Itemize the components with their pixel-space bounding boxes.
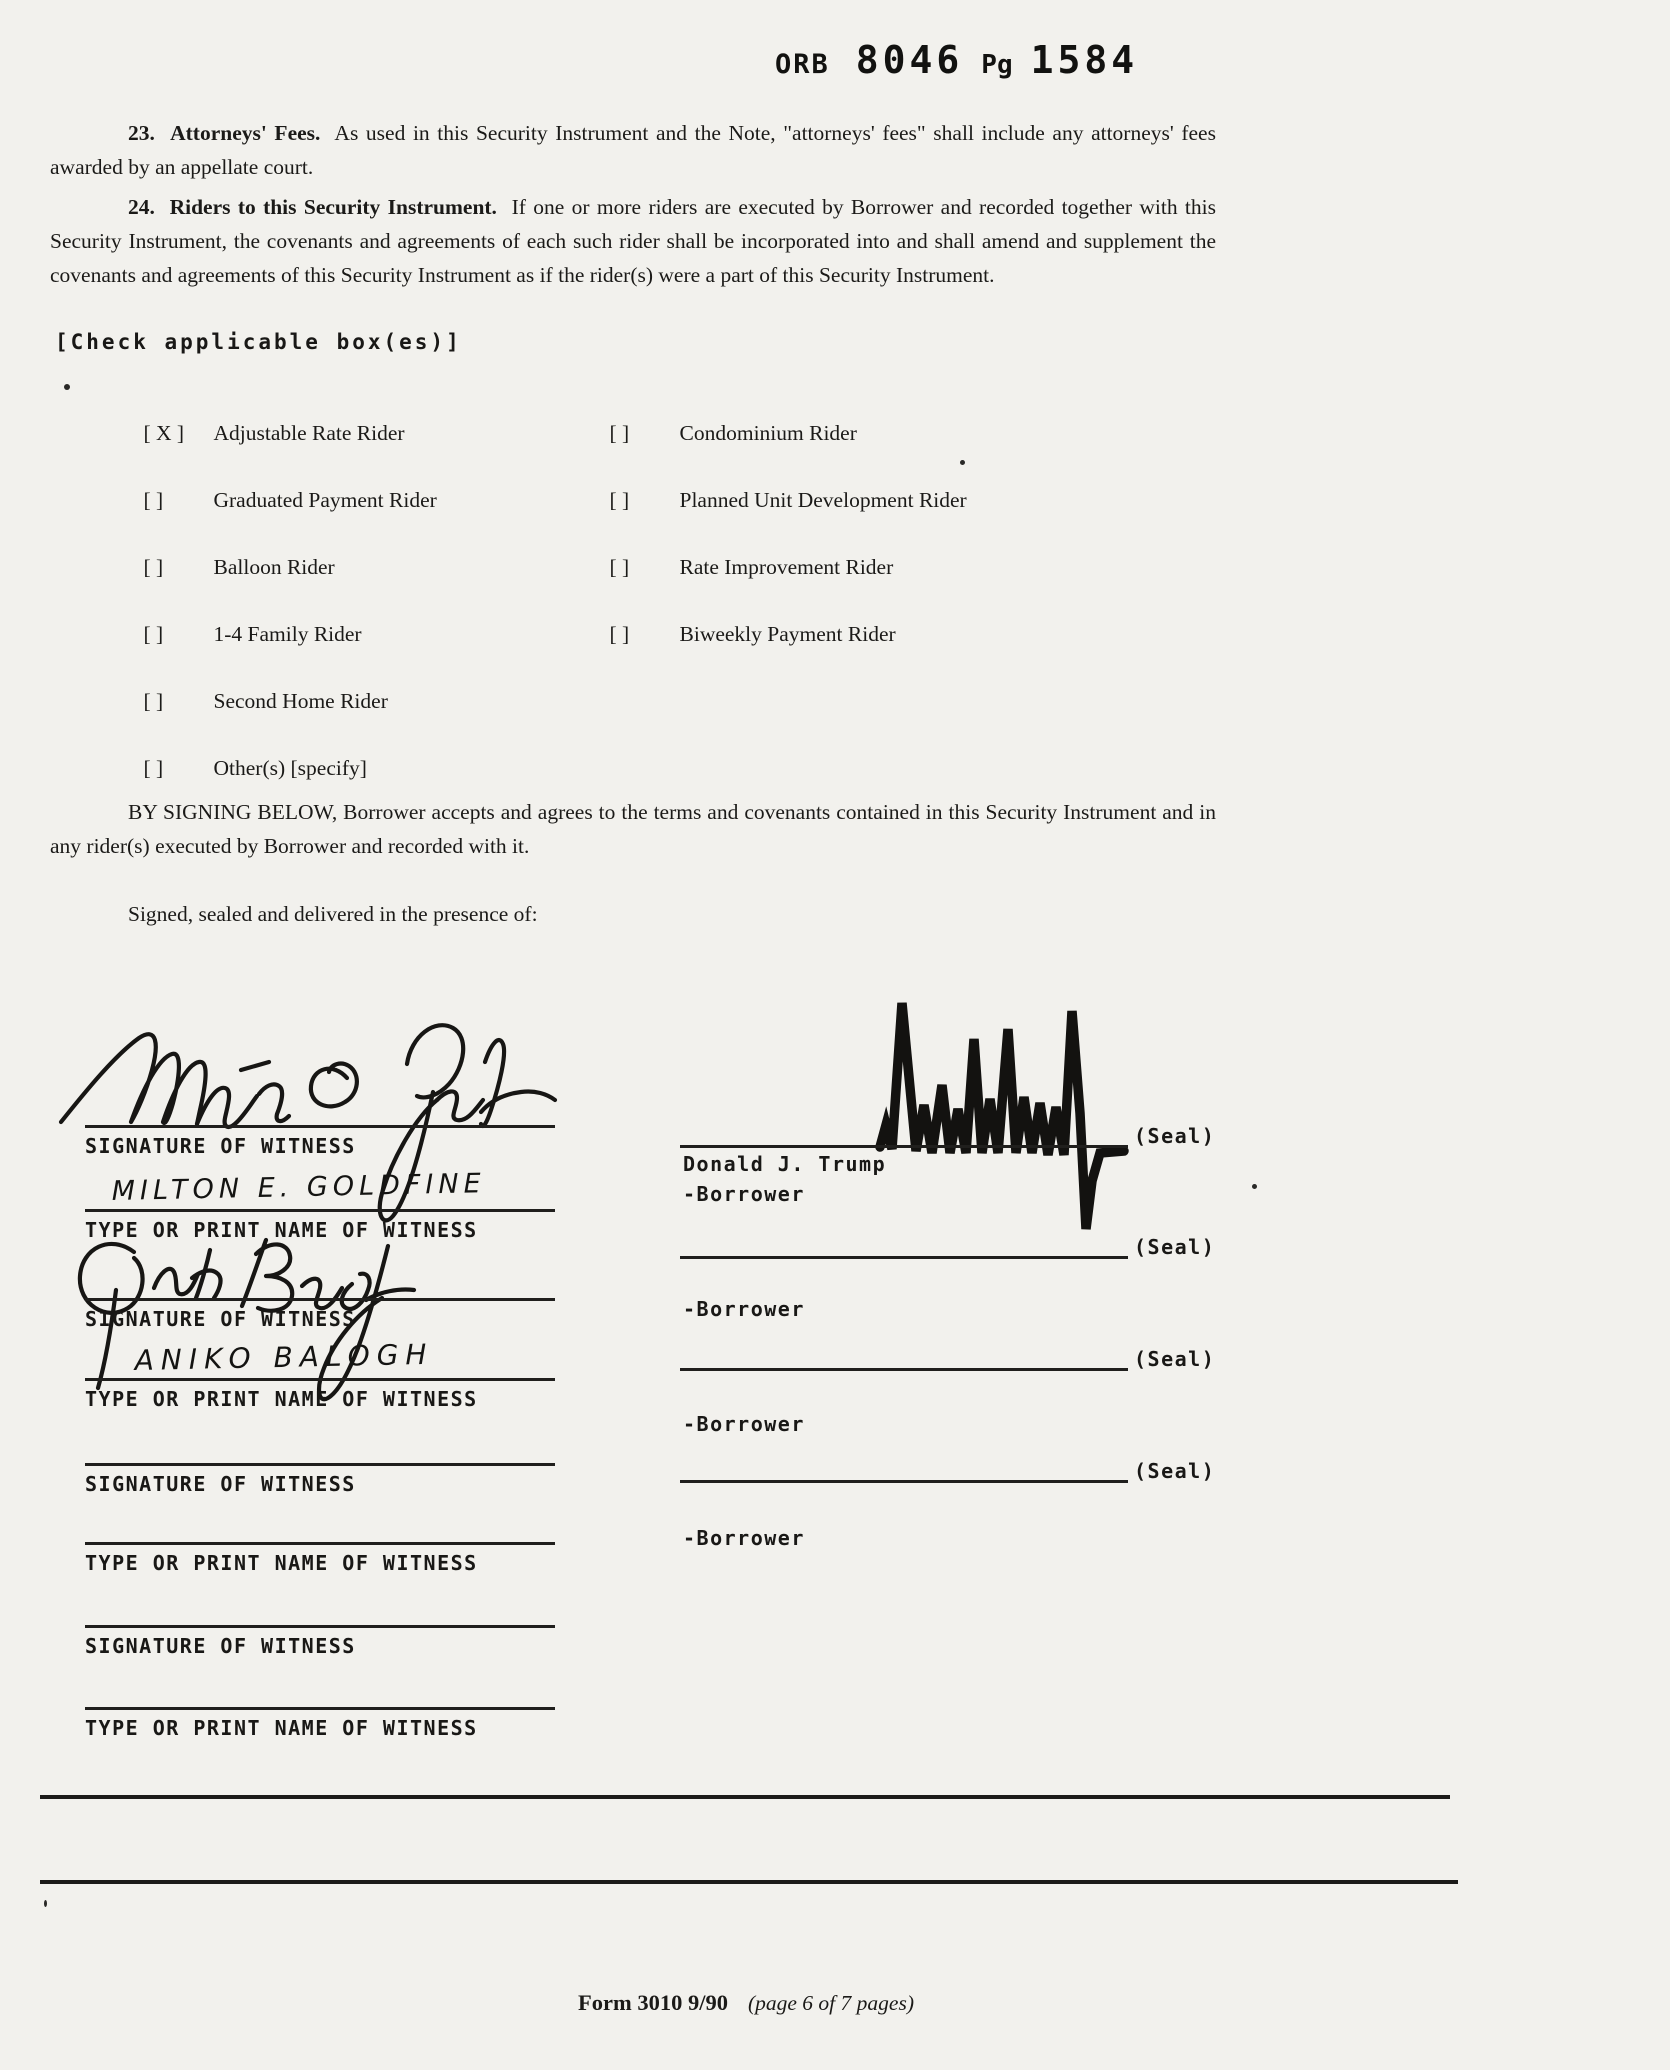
rider-label-balloon: Balloon Rider	[213, 555, 335, 579]
witness2-signature-line[interactable]	[85, 1298, 555, 1301]
witness3-printed-name-line[interactable]	[85, 1542, 555, 1545]
rider-label-graduated-payment: Graduated Payment Rider	[213, 488, 437, 512]
paragraph-23-body: As used in this Security Instrument and the Note, "attorneys' fees" shall include any attorneys' fees awarded by an appellate court.	[50, 121, 1216, 179]
witness1-printed-name: MILTON E. GOLDFINE	[111, 1168, 486, 1207]
checkbox-condominium-rider[interactable]: [ ]	[609, 421, 630, 445]
paragraph-23-number: 23.	[128, 121, 155, 145]
witness3-signature-label: SIGNATURE OF WITNESS	[85, 1472, 356, 1496]
paragraph-23-title: Attorneys' Fees.	[170, 121, 321, 145]
rider-row-rate-improvement	[588, 530, 893, 605]
signed-sealed-delivered-line: Signed, sealed and delivered in the presence of:	[128, 902, 538, 926]
stamp-book-number: 8046	[855, 38, 964, 82]
rider-row-second-home	[122, 664, 388, 739]
borrower2-signature-line[interactable]	[680, 1256, 1128, 1259]
rider-row-planned-unit	[588, 463, 967, 538]
witness1-print-label: TYPE OR PRINT NAME OF WITNESS	[85, 1218, 478, 1242]
form-number: Form 3010 9/90	[578, 1990, 728, 2015]
borrower1-seal-label: (Seal)	[1134, 1124, 1216, 1148]
witness2-print-label: TYPE OR PRINT NAME OF WITNESS	[85, 1387, 478, 1411]
rider-label-condominium: Condominium Rider	[679, 421, 857, 445]
checkbox-second-home-rider[interactable]: [ ]	[143, 689, 164, 713]
witness4-signature-label: SIGNATURE OF WITNESS	[85, 1634, 356, 1658]
witness1-signature-label: SIGNATURE OF WITNESS	[85, 1134, 356, 1158]
bottom-rule-1	[40, 1795, 1450, 1799]
checkbox-balloon-rider[interactable]: [ ]	[143, 555, 164, 579]
by-signing-below-paragraph: BY SIGNING BELOW, Borrower accepts and agrees to the terms and covenants contained in this Security Instrument and in any rider(s) executed by Borrower and recorded with it.	[50, 800, 1216, 858]
scan-speck	[1252, 1184, 1257, 1189]
checkbox-planned-unit-development-rider[interactable]: [ ]	[609, 488, 630, 512]
scan-speck	[960, 460, 965, 465]
borrower2-seal-label: (Seal)	[1134, 1235, 1216, 1259]
recording-stamp	[775, 38, 1138, 82]
form-footer	[578, 1990, 914, 2016]
witness2-printed-name-line[interactable]	[85, 1378, 555, 1381]
paragraph-24-number: 24.	[128, 195, 155, 219]
rider-row-condominium	[588, 396, 857, 471]
rider-label-second-home: Second Home Rider	[213, 689, 388, 713]
rider-row-biweekly-payment	[588, 597, 896, 672]
rider-label-others: Other(s) [specify]	[213, 756, 367, 780]
rider-label-rate-improvement: Rate Improvement Rider	[679, 555, 894, 579]
scan-speck	[44, 1900, 47, 1907]
witness1-printed-name-line[interactable]	[85, 1209, 555, 1212]
checkbox-others-rider[interactable]: [ ]	[143, 756, 164, 780]
witness2-signature-label: SIGNATURE OF WITNESS	[85, 1307, 356, 1331]
witness3-print-label: TYPE OR PRINT NAME OF WITNESS	[85, 1551, 478, 1575]
borrower1-signature-line[interactable]	[680, 1145, 1128, 1148]
borrower1-label: -Borrower	[683, 1182, 805, 1206]
rider-row-graduated-payment	[122, 463, 437, 538]
bottom-rule-2	[40, 1880, 1458, 1884]
borrower1-signature-ink-donald-trump	[872, 985, 1172, 1245]
stamp-orb-label: ORB	[775, 49, 830, 80]
checkbox-rate-improvement-rider[interactable]: [ ]	[609, 555, 630, 579]
rider-row-14-family	[122, 597, 362, 672]
rider-label-planned-unit: Planned Unit Development Rider	[679, 488, 967, 512]
witness4-printed-name-line[interactable]	[85, 1707, 555, 1710]
borrower4-seal-label: (Seal)	[1134, 1459, 1216, 1483]
rider-label-14-family: 1-4 Family Rider	[213, 622, 362, 646]
rider-row-adjustable-rate	[122, 396, 405, 471]
borrower3-signature-line[interactable]	[680, 1368, 1128, 1371]
paragraph-24-body: If one or more riders are executed by Borrower and recorded together with this Security Instrument, the covenants and agreements of each such rider shall be incorporated into and shall amend and supplement the covenants and agreements of this Security Instrument as if the rider(s) were a part of this Security Instrument.	[50, 195, 1216, 287]
witness4-print-label: TYPE OR PRINT NAME OF WITNESS	[85, 1716, 478, 1740]
witness2-printed-name: ANIKO BALOGH	[134, 1337, 434, 1377]
paragraph-23-attorneys-fees	[50, 116, 1216, 184]
witness3-signature-line[interactable]	[85, 1463, 555, 1466]
stamp-pg-label: Pg	[981, 50, 1013, 80]
scan-speck	[64, 384, 70, 390]
borrower2-label: -Borrower	[683, 1297, 805, 1321]
borrower4-signature-line[interactable]	[680, 1480, 1128, 1483]
rider-label-biweekly-payment: Biweekly Payment Rider	[679, 622, 896, 646]
paragraph-24-riders	[50, 190, 1216, 292]
page-indicator: (page 6 of 7 pages)	[747, 1991, 914, 2015]
checkbox-14-family-rider[interactable]: [ ]	[143, 622, 164, 646]
witness1-signature-line[interactable]	[85, 1125, 555, 1128]
paragraph-24-title: Riders to this Security Instrument.	[169, 195, 497, 219]
stamp-page-number: 1584	[1030, 38, 1139, 82]
borrower3-seal-label: (Seal)	[1134, 1347, 1216, 1371]
borrower3-label: -Borrower	[683, 1412, 805, 1436]
borrower1-name: Donald J. Trump	[683, 1152, 887, 1176]
rider-label-adjustable-rate: Adjustable Rate Rider	[213, 421, 405, 445]
checkbox-adjustable-rate-rider[interactable]: [ X ]	[143, 421, 185, 445]
borrower4-label: -Borrower	[683, 1526, 805, 1550]
checkbox-graduated-payment-rider[interactable]: [ ]	[143, 488, 164, 512]
witness4-signature-line[interactable]	[85, 1625, 555, 1628]
rider-row-balloon	[122, 530, 335, 605]
check-applicable-boxes-instruction: [Check applicable box(es)]	[55, 330, 462, 354]
checkbox-biweekly-payment-rider[interactable]: [ ]	[609, 622, 630, 646]
